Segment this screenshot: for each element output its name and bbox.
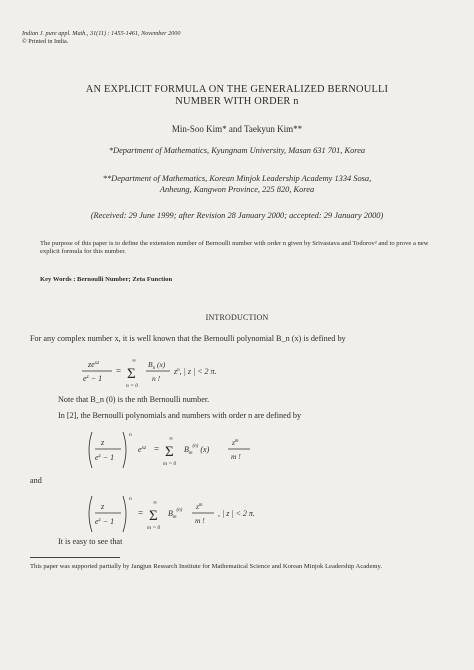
svg-text:n: n xyxy=(129,496,132,502)
svg-text:∞: ∞ xyxy=(153,500,157,506)
svg-text:Σ: Σ xyxy=(127,366,136,382)
equation-bernoulli-polynomial-order-n xyxy=(86,428,326,476)
svg-text:n: n xyxy=(129,432,132,438)
svg-text:m !: m ! xyxy=(231,452,241,461)
svg-text:m = 0: m = 0 xyxy=(147,525,161,531)
paragraph-2: Note that B_n (0) is the nth Bernoulli number. xyxy=(58,395,210,404)
svg-text:zm: $z^m$ xyxy=(196,502,203,511)
received-dates: (Received: 29 June 1999; after Revision 28 January 2000; accepted: 29 January 2000) xyxy=(90,211,384,220)
svg-text:z: z xyxy=(101,438,105,447)
journal-header xyxy=(22,30,180,46)
affiliation-1: *Department of Mathematics, Kyungnam University, Masan 631 701, Korea xyxy=(108,146,366,155)
equation-bernoulli-number-order-n xyxy=(86,492,326,540)
svg-text:ez − 1: $e^z - 1$ xyxy=(95,453,115,462)
title-line-2: NUMBER WITH ORDER n xyxy=(175,96,299,107)
svg-text:Σ: Σ xyxy=(149,508,158,524)
svg-text:z: z xyxy=(101,502,105,511)
svg-text:=: = xyxy=(154,444,160,454)
svg-text:Bm(n) (x): $B_m^{(n)}$ (x) xyxy=(184,444,210,456)
abstract: The purpose of this paper is to define the extension number of Bernoulli number with order n given by Srivastava and Todorov² and to prove a new explicit formula for this number. xyxy=(40,240,429,256)
connector-and: and xyxy=(30,476,42,485)
affiliation-2-line-1: **Department of Mathematics, Korean Minjok Leadership Academy 1334 Sosa, xyxy=(102,174,372,183)
svg-text:zexz: $ze^{xz}$ xyxy=(88,360,100,369)
svg-text:ez − 1: $e^z - 1$ xyxy=(95,517,115,526)
svg-text:n !: n ! xyxy=(152,374,161,383)
equation-bernoulli-generating xyxy=(80,352,340,392)
svg-text:m = 0: m = 0 xyxy=(163,461,177,467)
svg-text:zn, | z | < 2 π.: $z^n$, | z | < 2 π. xyxy=(174,367,217,376)
svg-text:zm: $z^m$ xyxy=(232,438,239,447)
svg-text:=: = xyxy=(138,508,144,518)
svg-text:∞: ∞ xyxy=(132,358,136,364)
title-line-1: AN EXPLICIT FORMULA ON THE GENERALIZED BERNOULLI xyxy=(85,84,389,95)
paragraph-1: For any complex number x, it is well known that the Bernoulli polynomial B_n (x) is defined by xyxy=(30,334,346,343)
svg-text:m !: m ! xyxy=(195,516,205,525)
svg-text:Bm(n): $B_m^{(n)}$ xyxy=(168,508,183,520)
paragraph-4: It is easy to see that xyxy=(58,537,123,546)
svg-text:n = 0: n = 0 xyxy=(126,383,138,389)
footnote: This paper was supported partially by Jangjun Research Institute for Mathematical Science and Korean Minjok Leadership Academy. xyxy=(30,563,383,570)
svg-text:=: = xyxy=(116,366,122,376)
svg-text:, | z | < 2 π.: , | z | < 2 π. xyxy=(218,509,255,518)
footnote-rule xyxy=(30,557,120,558)
keywords: Key Words : Bernoulli Number; Zeta Function xyxy=(40,276,173,283)
svg-text:ez − 1: $e^z - 1$ xyxy=(83,374,103,383)
paragraph-3: In [2], the Bernoulli polynomials and numbers with order n are defined by xyxy=(58,411,302,420)
section-heading-introduction: INTRODUCTION xyxy=(205,313,269,322)
affiliation-2-line-2: Anheung, Kangwon Province, 225 820, Korea xyxy=(159,184,315,194)
svg-text:Σ: Σ xyxy=(165,444,174,460)
svg-text:Bn (x): $B_n$ (x) xyxy=(148,360,166,371)
printed-in-india: © Printed in India. xyxy=(22,38,69,45)
svg-text:∞: ∞ xyxy=(169,436,173,442)
affiliation-2 xyxy=(0,174,474,195)
journal-citation: Indian J. pure appl. Math., 31(11) : 1455-1461, November 2000 xyxy=(22,30,181,37)
svg-text:exz: $e^{xz}$ xyxy=(138,445,147,454)
authors: Min-Soo Kim* and Taekyun Kim** xyxy=(171,124,303,134)
paper-title xyxy=(0,84,474,108)
